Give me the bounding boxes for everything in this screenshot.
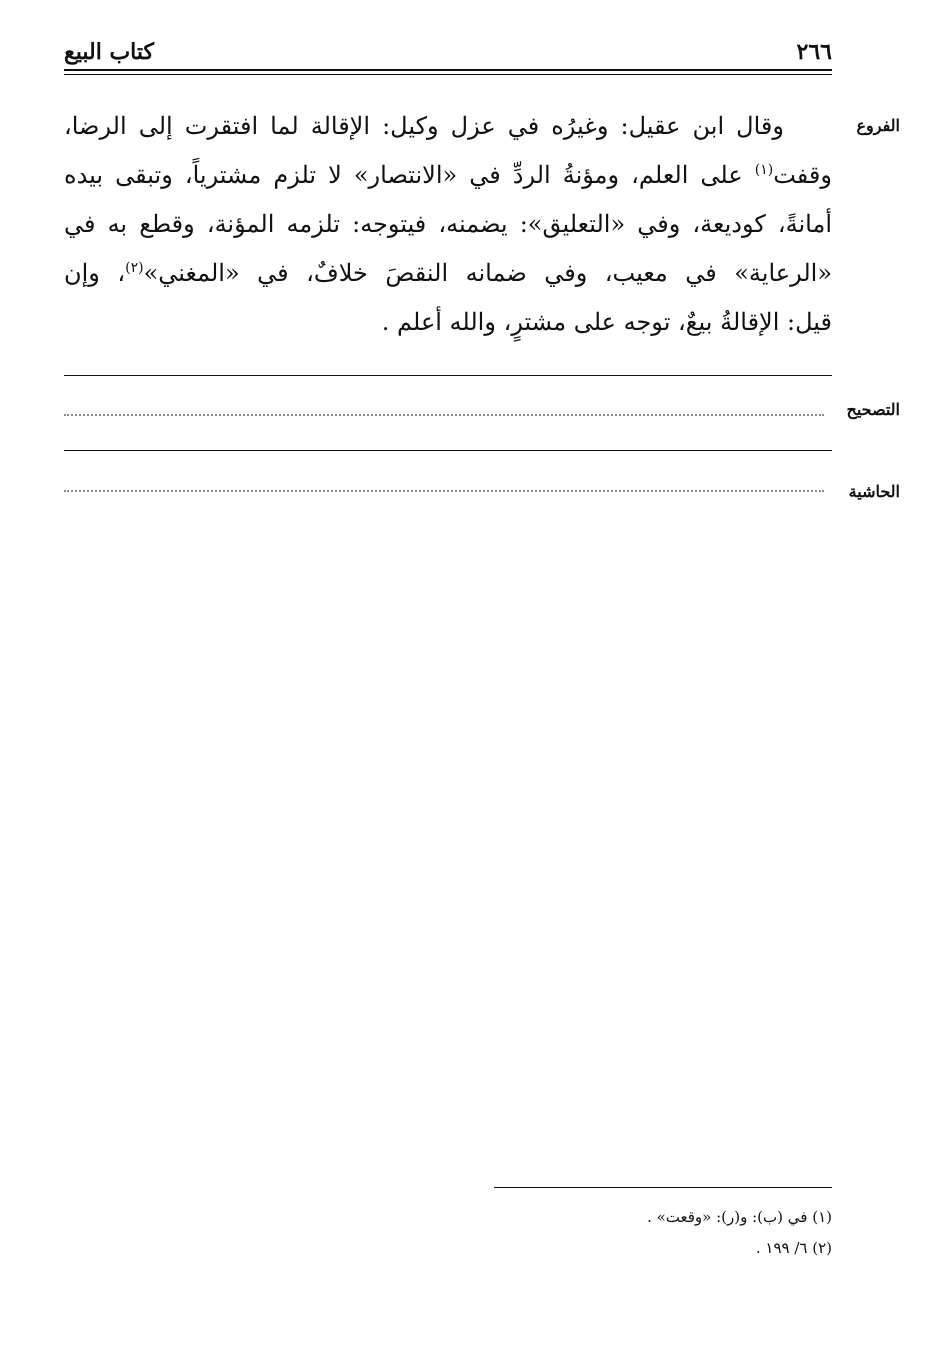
- label-hashiya: الحاشية: [848, 482, 900, 501]
- header-rule-secondary: [64, 74, 832, 75]
- footnote-1: (١) في (ب): و(ر): «وقعت» .: [647, 1208, 832, 1226]
- text-line: [64, 151, 832, 200]
- footnote-rule: [494, 1187, 832, 1188]
- footnote-ref-2[interactable]: (٢): [125, 260, 144, 276]
- text-line: [64, 200, 832, 249]
- text-segment: وقفت: [773, 161, 832, 189]
- text-line: [64, 102, 832, 151]
- label-tashih: التصحيح: [846, 400, 900, 419]
- text-segment: «الرعاية» في معيب، وفي ضمانه النقصَ خلافٌ، في «المغني»: [143, 259, 832, 287]
- section-divider-tashih: [64, 450, 832, 451]
- text-line: [64, 249, 832, 298]
- tashih-dotted-line: [64, 414, 824, 416]
- header-rule: [64, 69, 832, 71]
- main-text: [64, 102, 832, 347]
- footnote-2: (٢) ٦/ ١٩٩ .: [755, 1239, 832, 1257]
- section-divider-furu: [64, 375, 832, 376]
- label-furu: الفروع: [856, 116, 900, 135]
- page-number: ٢٦٦: [796, 39, 832, 65]
- running-header: [64, 38, 832, 68]
- text-line-content: على العلم، ومؤنةُ الردِّ في «الانتصار» لا تلزم مشترياً، وتبقى بيده: [64, 161, 743, 189]
- text-segment: ، وإن: [64, 259, 126, 287]
- text-line-content: أمانةً، كوديعة، وفي «التعليق»: يضمنه، فيتوجه: تلزمه المؤنة، وقطع به في: [64, 210, 832, 238]
- book-title: كتاب البيع: [64, 39, 154, 65]
- text-line: [64, 298, 832, 347]
- text-line-content: وقال ابن عقيل: وغيرُه في عزل وكيل: الإقالة لما افتقرت إلى الرضا،: [64, 112, 784, 140]
- hashiya-dotted-line: [64, 490, 824, 492]
- text-line-content: قيل: الإقالةُ بيعٌ، توجه على مشترٍ، والله أعلم .: [381, 308, 832, 336]
- footnote-ref-1[interactable]: (١): [754, 162, 774, 178]
